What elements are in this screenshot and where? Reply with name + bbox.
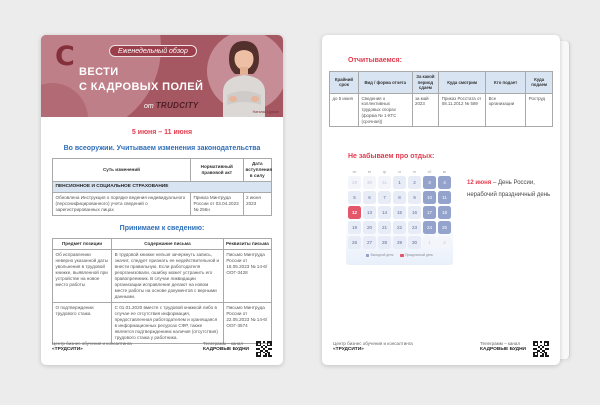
left-page	[41, 35, 283, 365]
column-header: Вид / форма отчета	[358, 72, 412, 94]
column-header: За какой период сдаем	[412, 72, 439, 94]
calendar-day: 2	[438, 236, 451, 249]
weekly-review-badge: Еженедельный обзор	[109, 45, 197, 57]
column-header: Куда смотрим	[439, 72, 486, 94]
weekday-label: чт	[397, 170, 402, 175]
calendar-day: 8	[393, 191, 406, 204]
footer-org-line2: «ТРУДСИТИ»	[52, 347, 83, 352]
week-date-range: 5 июня – 11 июня	[131, 129, 193, 136]
table-cell: Роструд	[526, 93, 553, 127]
table-cell: Все организации	[486, 93, 526, 127]
calendar-section	[346, 168, 560, 265]
presenter-illustration	[203, 35, 283, 117]
table-header-row	[53, 159, 272, 182]
table-cell: до 5 июня	[330, 93, 359, 127]
table-cell: Письмо Минтруда России от 22.05.2023 № 14-6/ООГ-3574	[223, 302, 271, 343]
column-header: Реквизиты письма	[223, 239, 271, 250]
legend-item	[366, 253, 393, 257]
calendar-day: 28	[378, 236, 391, 249]
presenter-name: Наталья Цуркан	[252, 110, 279, 114]
footer-tg-line2: КАДРОВЫЕ БУДНИ	[480, 347, 526, 352]
calendar-day: 14	[378, 206, 391, 219]
calendar-day: 29	[348, 176, 361, 189]
table-row	[53, 302, 272, 343]
calendar-day: 19	[348, 221, 361, 234]
calendar-day: 22	[393, 221, 406, 234]
footer-telegram	[203, 341, 249, 352]
table-cell: О подтверждении трудового стажа	[53, 302, 112, 343]
calendar-day: 12	[348, 206, 361, 219]
calendar-day: 1	[423, 236, 436, 249]
legend-label: Праздничный день	[405, 253, 434, 258]
newsletter-header	[41, 35, 283, 117]
law-changes-table	[52, 158, 272, 216]
calendar-day: 15	[393, 206, 406, 219]
report-section-title: Отчитываемся:	[348, 57, 402, 64]
page-footer	[333, 341, 549, 357]
brand-name: TRUDCITY	[155, 101, 199, 110]
table-row	[330, 93, 553, 127]
footer-tg-line1: Телеграмм – канал	[480, 341, 521, 346]
section-row-label: ПЕНСИОННОЕ И СОЦИАЛЬНОЕ СТРАХОВАНИЕ	[53, 181, 272, 192]
holiday-note	[467, 178, 560, 265]
table-cell: Обновлена Инструкция о порядке ведения индивидуального (персонифицированного) учета сведений о зарегистрированных лицах	[53, 193, 191, 216]
footer-org	[333, 341, 413, 352]
newsletter-title	[79, 65, 203, 95]
rest-section-title: Не забываем про отдых:	[348, 153, 435, 161]
footer-tg-line2: КАДРОВЫЕ БУДНИ	[203, 347, 249, 352]
column-header: Суть изменений	[53, 159, 191, 182]
footer-org-line2: «ТРУДСИТИ»	[333, 347, 364, 352]
footer-org-line1: Центр бизнес обучения и консалтинга	[333, 341, 413, 346]
table-row	[53, 250, 272, 303]
footer-org	[52, 341, 132, 352]
calendar-day: 13	[363, 206, 376, 219]
weekday-label: вт	[367, 170, 372, 175]
column-header: Нормативный правовой акт	[190, 159, 243, 182]
calendar-day: 10	[423, 191, 436, 204]
report-table	[329, 71, 553, 127]
right-page	[322, 35, 560, 365]
table-cell: 2 июня 2023	[243, 193, 271, 216]
title-line-1: ВЕСТИ	[79, 66, 119, 78]
brand-line	[144, 101, 199, 110]
calendar-day: 26	[348, 236, 361, 249]
calendar-day: 31	[378, 176, 391, 189]
law-section-title: Во всеоружии. Учитываем изменения законодательства	[63, 145, 261, 152]
legend-label: Выходной день	[370, 253, 394, 258]
column-header: Предмет позиции	[53, 239, 112, 250]
from-label: от	[144, 103, 154, 110]
qr-code	[533, 341, 549, 357]
table-cell: С 01.01.2020 вместе с трудовой книжкой либо в случае ее отсутствия информация, предоставленная работодателем и хранящаяся в информационных ресурсах СФР, также является подтверждением наличия (отсутствия) трудового стажа у работника.	[112, 302, 224, 343]
holiday-text: – День России, нерабочий праздничный день	[467, 180, 551, 198]
letters-table	[52, 238, 272, 344]
title-line-2: С КАДРОВЫХ ПОЛЕЙ	[79, 81, 204, 93]
table-cell: Сведения о коллективных трудовых спорах (форма № 1-КТС (срочная))	[358, 93, 412, 127]
table-row	[53, 193, 272, 216]
presenter-photo	[203, 35, 283, 117]
column-header: Крайний срок	[330, 72, 359, 94]
calendar-day: 6	[363, 191, 376, 204]
calendar-day: 7	[378, 191, 391, 204]
legend-item	[400, 253, 433, 257]
table-header-row	[330, 72, 553, 94]
calendar-day: 21	[378, 221, 391, 234]
table-cell: В трудовой книжке нельзя зачеркнуть запись, значит, следует признать ее недействительной и внести правильную. Если работодателя реорганизовали, ошибку может устранить его правопреемник. В случае ликвидации организации исправление делают на новом месте работы на основе документов с верными данными.	[112, 250, 224, 303]
footer-telegram	[480, 341, 526, 352]
month-calendar	[346, 168, 453, 265]
weekday-label: пн	[352, 170, 357, 175]
calendar-day: 9	[408, 191, 421, 204]
calendar-day: 30	[408, 236, 421, 249]
table-header-row	[53, 239, 272, 250]
footer-org-line1: Центр бизнес обучения и консалтинга	[52, 341, 132, 346]
calendar-day: 30	[363, 176, 376, 189]
weekday-label: ср	[382, 170, 387, 175]
calendar-day: 20	[363, 221, 376, 234]
trudcity-logo: C	[55, 41, 75, 72]
calendar-day: 1	[393, 176, 406, 189]
column-header: Дата вступления в силу	[243, 159, 271, 182]
calendar-day: 27	[363, 236, 376, 249]
footer-right	[480, 341, 549, 357]
right-page-body	[322, 35, 560, 265]
column-header: Кто подает	[486, 72, 526, 94]
calendar-day: 17	[423, 206, 436, 219]
footer-tg-line1: Телеграмм – канал	[203, 341, 244, 346]
legend-swatch	[366, 254, 369, 257]
calendar-day: 5	[348, 191, 361, 204]
calendar-day: 4	[438, 176, 451, 189]
holiday-date: 12 июня	[467, 180, 492, 187]
table-cell: Об исправлении неверно указанной даты увольнения в трудовой книжке, выявленной при устройстве на новое место работы	[53, 250, 112, 303]
calendar-weekday-row	[348, 170, 451, 174]
info-section-title: Принимаем к сведению:	[119, 225, 205, 233]
calendar-legend	[348, 253, 451, 257]
table-cell: за май 2023	[412, 93, 439, 127]
weekday-label: вс	[442, 170, 447, 175]
column-header: Содержание письма	[112, 239, 224, 250]
calendar-day: 11	[438, 191, 451, 204]
calendar-day: 24	[423, 221, 436, 234]
calendar-grid	[348, 176, 451, 249]
column-header: Куда подаем	[526, 72, 553, 94]
weekday-label: сб	[427, 170, 432, 175]
table-cell: Приказ Минтруда России от 03.04.2023 № 256н	[190, 193, 243, 216]
table-cell: Приказ Росстата от 08.11.2012 № 589	[439, 93, 486, 127]
calendar-day: 16	[408, 206, 421, 219]
calendar-day: 23	[408, 221, 421, 234]
table-cell: Письмо Минтруда России от 16.05.2023 № 14-6/ООГ-3428	[223, 250, 271, 303]
table-section-row	[53, 181, 272, 192]
legend-swatch	[400, 254, 403, 257]
calendar-day: 18	[438, 206, 451, 219]
page-footer	[52, 341, 272, 357]
weekday-label: пт	[412, 170, 417, 175]
calendar-day: 29	[393, 236, 406, 249]
calendar-day: 3	[423, 176, 436, 189]
footer-right	[203, 341, 272, 357]
calendar-day: 2	[408, 176, 421, 189]
calendar-day: 25	[438, 221, 451, 234]
qr-code	[256, 341, 272, 357]
